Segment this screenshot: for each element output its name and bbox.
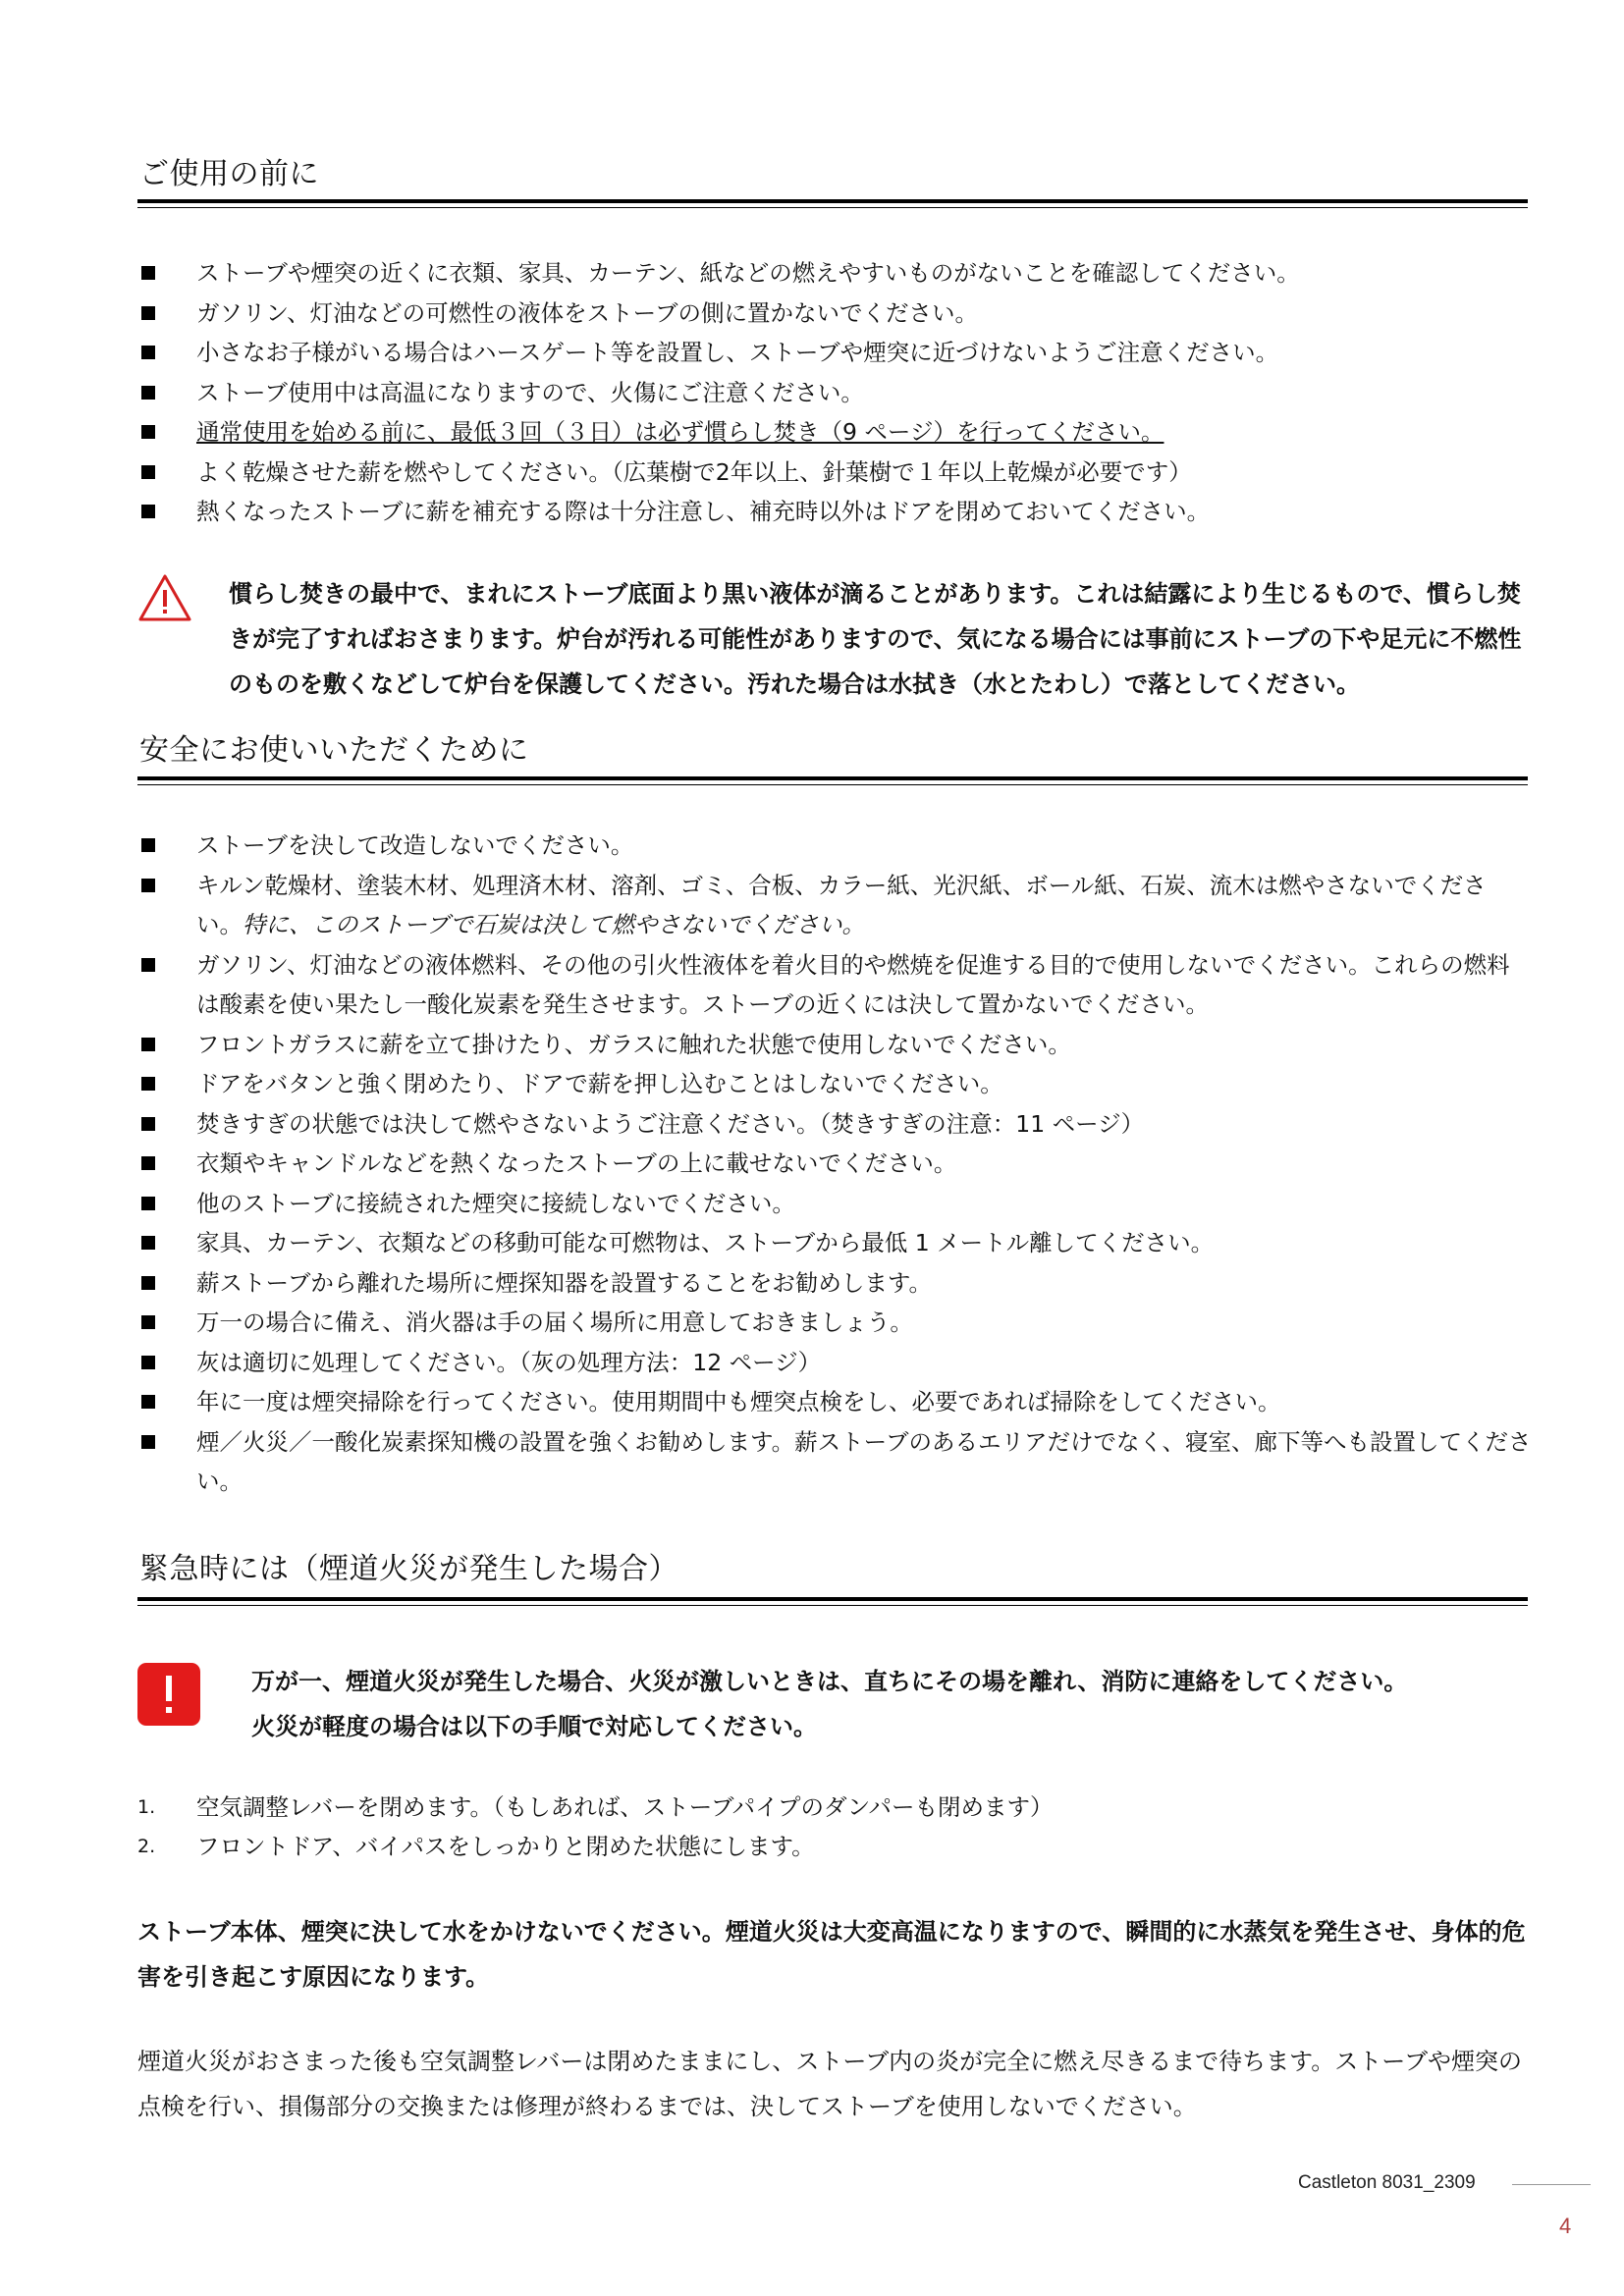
before-use-list: [137, 253, 1532, 532]
section-rule: [137, 1597, 1528, 1606]
bullet-square-icon: [141, 1117, 155, 1131]
bullet-square-icon: [141, 465, 155, 479]
bullet-square-icon: [141, 306, 155, 320]
bullet-square-icon: [141, 1435, 155, 1449]
exclamation-alert-icon: [137, 1663, 200, 1726]
list-item: キルン乾燥材、塗装木材、処理済木材、溶剤、ゴミ、合板、カラー紙、光沢紙、ボール紙、石炭、流木は燃やさないでください。特に、このストーブで石炭は決して燃やさないでください。: [137, 866, 1532, 945]
warning-triangle-icon: [137, 573, 192, 622]
footer-model: Castleton 8031_2309: [1298, 2172, 1476, 2193]
list-item: ストーブを決して改造しないでください。: [137, 826, 1532, 866]
alert-line: 万が一、煙道火災が発生した場合、火災が激しいときは、直ちにその場を離れ、消防に連絡をしてください。: [251, 1668, 1408, 1695]
list-item: フロントガラスに薪を立て掛けたり、ガラスに触れた状態で使用しないでください。: [137, 1025, 1532, 1065]
bullet-square-icon: [141, 346, 155, 359]
section-rule: [137, 199, 1528, 208]
bullet-square-icon: [141, 1038, 155, 1051]
bullet-square-icon: [141, 425, 155, 439]
list-item: ガソリン、灯油などの可燃性の液体をストーブの側に置かないでください。: [137, 294, 1532, 334]
list-item: ストーブや煙突の近くに衣類、家具、カーテン、紙などの燃えやすいものがないことを確認してください。: [137, 253, 1532, 294]
step-number: 1.: [137, 1796, 156, 1818]
list-item: 年に一度は煙突掃除を行ってください。使用期間中も煙突点検をし、必要であれば掃除をしてください。: [137, 1382, 1532, 1422]
list-item: 1. 空気調整レバーを閉めます。（もしあれば、ストーブパイプのダンパーも閉めます）: [137, 1788, 1054, 1827]
bullet-square-icon: [141, 386, 155, 400]
bullet-square-icon: [141, 1276, 155, 1290]
alert-line: 火災が軽度の場合は以下の手順で対応してください。: [251, 1713, 817, 1740]
safety-list: [137, 826, 1532, 1502]
list-item: 灰は適切に処理してください。（灰の処理方法：12 ページ）: [137, 1343, 1532, 1383]
warning-note: 慣らし焚きの最中で、まれにストーブ底面より黒い液体が滴ることがあります。これは結露により生じるもので、慣らし焚きが完了すればおさまります。炉台が汚れる可能性がありますので、気になる場合には事前にストーブの下や足元に不燃性のものを敷くなどして炉台を保護してください。汚れた場合は水拭き（水とたわし）で落としてください。: [229, 580, 1522, 698]
alert-note: [251, 1659, 1528, 1749]
bullet-square-icon: [141, 505, 155, 518]
list-item: ドアをバタンと強く閉めたり、ドアで薪を押し込むことはしないでください。: [137, 1064, 1532, 1104]
section-title-emergency: 緊急時には（煙道火災が発生した場合）: [139, 1552, 678, 1586]
bullet-square-icon: [141, 879, 155, 892]
bullet-square-icon: [141, 838, 155, 852]
list-item: 焚きすぎの状態では決して燃やさないようご注意ください。（焚きすぎの注意：11 ページ）: [137, 1104, 1532, 1145]
list-item: 煙／火災／一酸化炭素探知機の設置を強くお勧めします。薪ストーブのあるエリアだけでなく、寝室、廊下等へも設置してください。: [137, 1422, 1532, 1502]
section-title-safety: 安全にお使いいただくために: [139, 733, 529, 768]
footer-divider: [1512, 2184, 1591, 2185]
list-item: 小さなお子様がいる場合はハースゲート等を設置し、ストーブや煙突に近づけないようご注意ください。: [137, 333, 1532, 373]
bullet-square-icon: [141, 1197, 155, 1210]
bold-warning: ストーブ本体、煙突に決して水をかけないでください。煙道火災は大変高温になりますので、瞬間的に水蒸気を発生させ、身体的危害を引き起こす原因になります。: [137, 1918, 1526, 1991]
bullet-square-icon: [141, 1395, 155, 1409]
section-title-before-use: ご使用の前に: [139, 157, 319, 191]
bullet-square-icon: [141, 1356, 155, 1369]
bullet-square-icon: [141, 266, 155, 280]
list-item: ガソリン、灯油などの液体燃料、その他の引火性液体を着火目的や燃焼を促進する目的で使用しないでください。これらの燃料は酸素を使い果たし一酸化炭素を発生させます。ストーブの近くには決して置かないでください。: [137, 945, 1532, 1025]
list-item: 他のストーブに接続された煙突に接続しないでください。: [137, 1184, 1532, 1224]
step-number: 2.: [137, 1836, 156, 1857]
list-item: ストーブ使用中は高温になりますので、火傷にご注意ください。: [137, 373, 1532, 413]
list-item: 家具、カーテン、衣類などの移動可能な可燃物は、ストーブから最低 1 メートル離してください。: [137, 1223, 1532, 1263]
page-number: 4: [1559, 2214, 1572, 2238]
emergency-steps: [137, 1788, 1054, 1866]
bullet-square-icon: [141, 958, 155, 972]
list-item: 2. フロントドア、バイパスをしっかりと閉めた状態にします。: [137, 1827, 1054, 1866]
list-item: 熱くなったストーブに薪を補充する際は十分注意し、補充時以外はドアを閉めておいてください。: [137, 492, 1532, 532]
list-item: 衣類やキャンドルなどを熱くなったストーブの上に載せないでください。: [137, 1144, 1532, 1184]
bullet-square-icon: [141, 1236, 155, 1250]
section-rule: [137, 776, 1528, 785]
bullet-square-icon: [141, 1077, 155, 1091]
italic-note: 特に、このストーブで石炭は決して燃やさないでください。: [243, 911, 866, 938]
list-item: 通常使用を始める前に、最低３回（３日）は必ず慣らし焚き（9 ページ）を行ってください。: [137, 412, 1532, 453]
bullet-square-icon: [141, 1156, 155, 1170]
bullet-square-icon: [141, 1315, 155, 1329]
list-item: 薪ストーブから離れた場所に煙探知器を設置することをお勧めします。: [137, 1263, 1532, 1304]
list-item: よく乾燥させた薪を燃やしてください。（広葉樹で2年以上、針葉樹で１年以上乾燥が必要です）: [137, 453, 1532, 493]
list-item: 万一の場合に備え、消火器は手の届く場所に用意しておきましょう。: [137, 1303, 1532, 1343]
closing-paragraph: 煙道火災がおさまった後も空気調整レバーは閉めたままにし、ストーブ内の炎が完全に燃え尽きるまで待ちます。ストーブや煙突の点検を行い、損傷部分の交換または修理が終わるまでは、決してストーブを使用しないでください。: [137, 2048, 1522, 2120]
